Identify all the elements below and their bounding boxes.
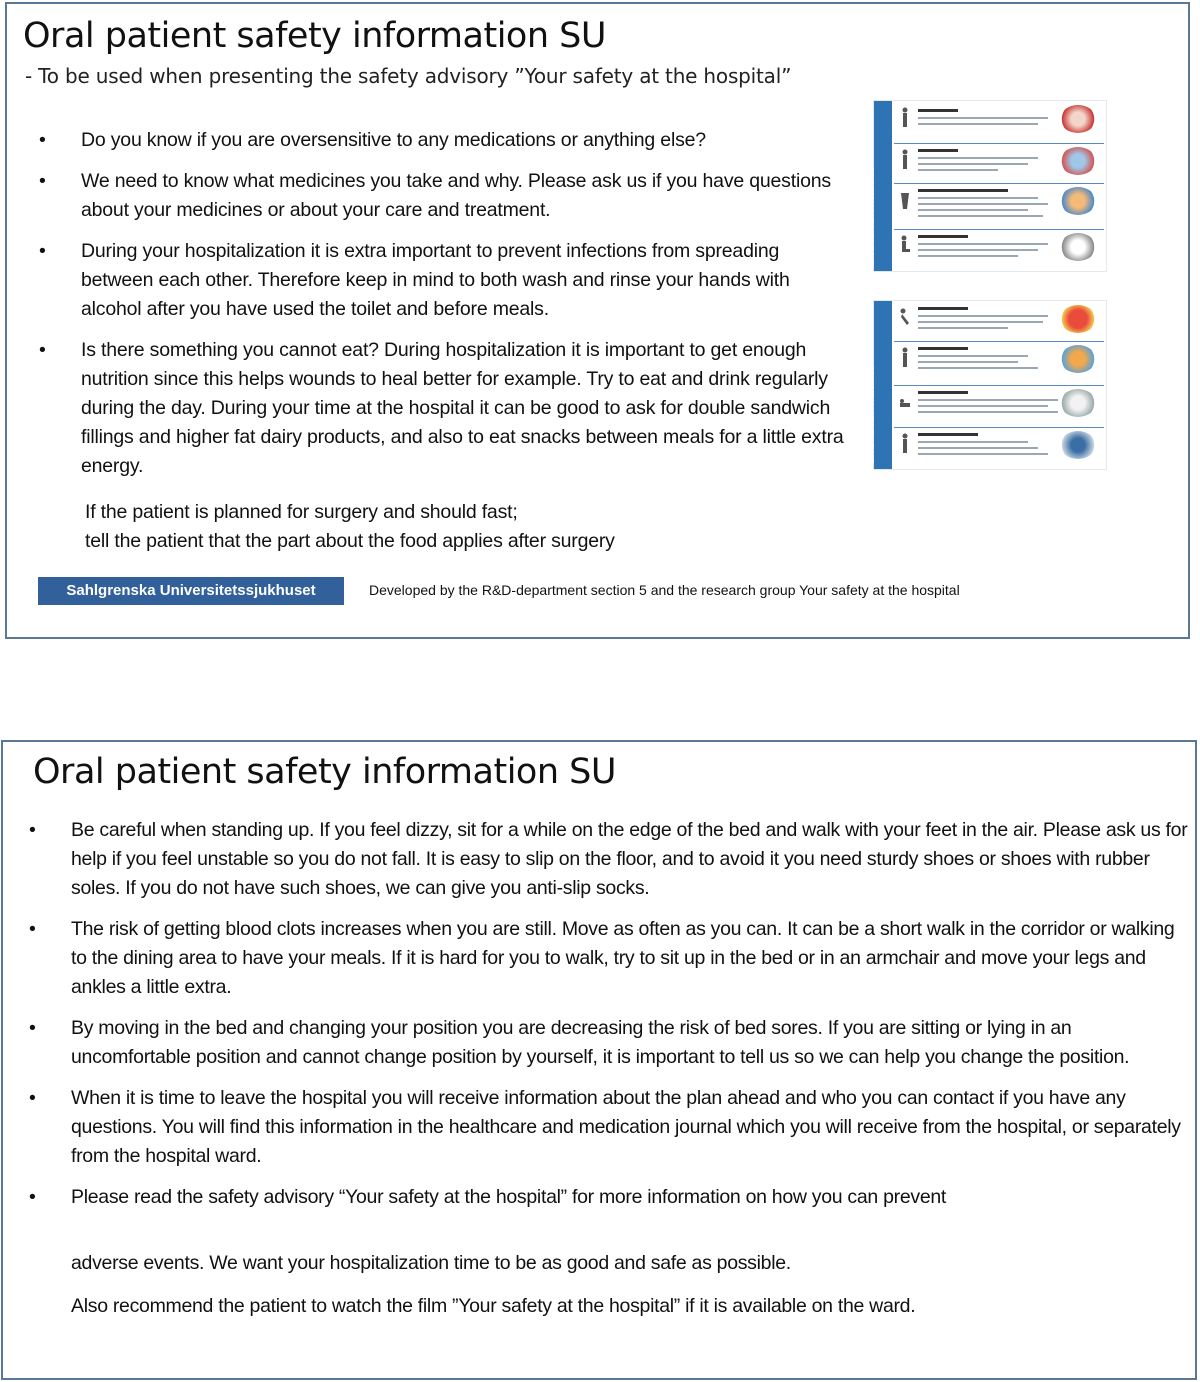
- bullet-icon: •: [29, 918, 36, 940]
- handwash-icon: [900, 189, 910, 211]
- credit-text: Developed by the R&D-department section 5 and the research group Your safety at the hospital: [369, 582, 960, 598]
- toilet-illustration-icon: [1060, 233, 1096, 261]
- list-item: [3, 1183, 1193, 1212]
- advisory-thumbnail-page-2: [869, 300, 1107, 470]
- thumbnail-band-text: DIN SÄKERHET PÅ SJUKHUS: [869, 365, 876, 463]
- bed-illustration-icon: [1060, 389, 1096, 417]
- bullet-icon: •: [29, 1087, 36, 1109]
- journal-illustration-icon: [1060, 431, 1096, 459]
- slide-1: [5, 2, 1190, 639]
- person-icon: [900, 107, 910, 129]
- standing-person-icon: [900, 347, 910, 369]
- bullet-text: When it is time to leave the hospital you will receive information about the plan ahead and who you can contact if you have any questions. You will find this information in the healthcare and medication journal which you will receive from the hospital, or separately from the hospital ward.: [71, 1087, 1181, 1167]
- slide-title: Oral patient safety information SU: [33, 752, 616, 792]
- bullet-text: We need to know what medicines you take and why. Please ask us if you have questions about your medicines or about your care and treatment.: [81, 170, 831, 221]
- continuation-text: adverse events. We want your hospitalization time to be as good and safe as possible.: [71, 1252, 791, 1274]
- bullet-text: Be careful when standing up. If you feel dizzy, sit for a while on the edge of the bed and walk with your feet in the air. Please ask us for help if you feel unstable so you do not fall. It is easy to slip on the floor, and to avoid it you need sturdy shoes or shoes with rubber soles. If you do not have such shoes, we can give you anti-slip socks.: [71, 819, 1188, 899]
- slide-2: [1, 740, 1197, 1380]
- thumbnail-band-text: DIN SÄKERHET PÅ SJUKHUS: [869, 167, 876, 265]
- seated-person-icon: [900, 235, 910, 257]
- hands-illustration-icon: [1060, 187, 1096, 215]
- surgery-note-line-2: tell the patient that the part about the food applies after surgery: [85, 530, 615, 552]
- doctor-illustration-icon: [1060, 105, 1096, 133]
- bed-icon: [900, 391, 910, 413]
- surgery-note-line-1: If the patient is planned for surgery and should fast;: [85, 501, 518, 523]
- thumbnail-band: [869, 101, 892, 271]
- bullet-icon: •: [39, 339, 46, 361]
- bullet-icon: •: [39, 240, 46, 262]
- bullet-icon: •: [29, 1017, 36, 1039]
- thumbnail-row: [894, 183, 1104, 230]
- thumbnail-band: [869, 301, 892, 469]
- bullet-text: During your hospitalization it is extra important to prevent infections from spreading between each other. Therefore keep in mind to both wash and rinse your hands with alcohol after you have used the toilet and before meals.: [81, 240, 790, 320]
- film-recommendation: Also recommend the patient to watch the film ”Your safety at the hospital” if it is available on the ward.: [71, 1295, 916, 1317]
- medicine-illustration-icon: [1060, 147, 1096, 175]
- list-item: [13, 126, 853, 155]
- thumbnail-row: [894, 427, 1104, 469]
- bullet-text: Do you know if you are oversensitive to any medications or anything else?: [81, 129, 706, 151]
- thumbnail-row: [894, 301, 1104, 342]
- legs-illustration-icon: [1060, 345, 1096, 373]
- bullet-icon: •: [29, 1186, 36, 1208]
- falling-person-icon: [900, 307, 910, 329]
- thumbnail-row: [894, 341, 1104, 386]
- bullet-list: [3, 816, 1193, 1212]
- list-item: [3, 1084, 1193, 1171]
- thumbnail-row: [894, 101, 1104, 144]
- slide-title: Oral patient safety information SU: [23, 16, 606, 56]
- bullet-list: [13, 126, 853, 493]
- slide-subtitle: - To be used when presenting the safety advisory ”Your safety at the hospital”: [25, 64, 792, 88]
- thumbnail-row: [894, 143, 1104, 184]
- bullet-icon: •: [39, 170, 46, 192]
- list-item: [13, 167, 853, 225]
- surgery-note: [85, 498, 865, 556]
- thumbnail-row: [894, 385, 1104, 428]
- thumbnail-row: [894, 229, 1104, 271]
- bullet-icon: •: [29, 819, 36, 841]
- list-item: [13, 237, 853, 324]
- bullet-text: By moving in the bed and changing your position you are decreasing the risk of bed sores. If you are sitting or lying in an uncomfortable position and cannot change position by yourself, it is important to tell us so we can help you change the position.: [71, 1017, 1130, 1068]
- bullet-text: Please read the safety advisory “Your safety at the hospital” for more information on how you can prevent: [71, 1186, 947, 1208]
- socks-illustration-icon: [1060, 305, 1096, 333]
- bullet-icon: •: [39, 129, 46, 151]
- list-item: [3, 816, 1193, 903]
- bullet-text: Is there something you cannot eat? During hospitalization it is important to get enough nutrition since this helps wounds to heal better for example. Try to eat and drink regularly during the day. During your time at the hospital it can be good to ask for double sandwich fillings and higher fat dairy products, and also to eat snacks between meals for a little extra energy.: [81, 339, 844, 477]
- list-item: [13, 336, 853, 481]
- walking-person-icon: [900, 433, 910, 455]
- person-icon: [900, 149, 910, 171]
- bullet-text: The risk of getting blood clots increases when you are still. Move as often as you can. It can be a short walk in the corridor or walking to the dining area to have your meals. If it is hard for you to walk, try to sit up in the bed or in an armchair and move your legs and ankles a little extra.: [71, 918, 1175, 998]
- hospital-logo: Sahlgrenska Universitetssjukhuset: [38, 577, 344, 605]
- advisory-thumbnail-page-1: [869, 100, 1107, 272]
- list-item: [3, 1014, 1193, 1072]
- list-item: [3, 915, 1193, 1002]
